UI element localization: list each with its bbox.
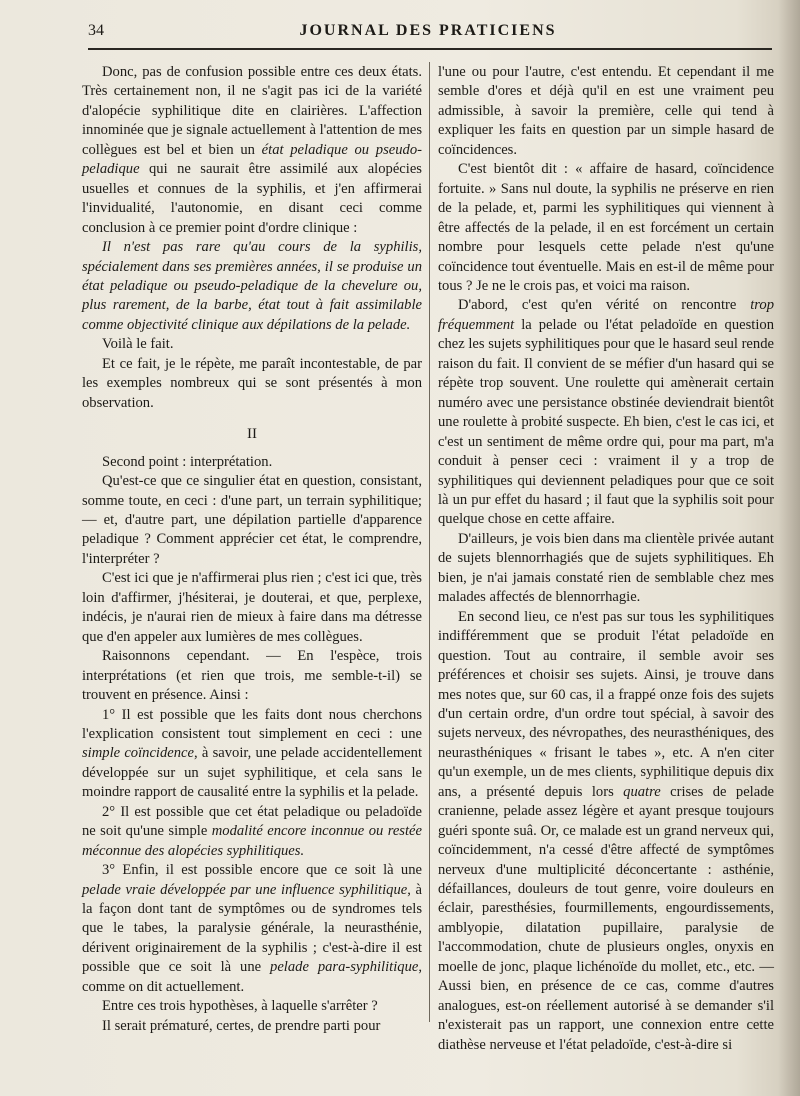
paragraph: Et ce fait, je le répète, me paraît incontestable, de par les exemples nombreux qui se sont présentés à mon observation. [82,355,422,411]
paragraph: Donc, pas de confusion possible entre ces deux états. Très certainement non, il ne s'agit pas ici de la variété d'alopécie syphilitique dite en clairières. L'affection innominée que je signale actuellement à l'attention de mes collègues est bel et bien un état peladique ou pseudo-peladique qui ne saurait être assimilé aux alopécies usuelles et connues de la syphilis, et j'en affirmerai l'invidualité, l'autonomie, en disant ceci comme conclusion à ce premier point d'ordre clinique : [82,64,422,236]
paragraph: En second lieu, ce n'est pas sur tous les syphilitiques indifféremment que se produit l'état peladoïde en question. Tout au contraire, il semble avoir ses préférences et choisir ses sujets. Ainsi, je trouve dans mes notes que, sur 60 cas, il a frappé onze fois des sujets d'un certain ordre, d'un ordre tout spécial, à savoir des sujets nerveux, des névropathes, des neurasthéniques, des neurasthéniques « frisant le tabes », etc. A n'en citer qu'un exemple, un de mes clients, syphilitique depuis dix ans, a présenté depuis lors quatre crises de pelade cranienne, pelade assez légère et ayant presque toujours guéri sponte suâ. Or, ce malade est un grand nerveux qui, coïncidemment, n'a cessé d'être affecté de symptômes nerveux d'une multiplicité déconcertante : asthénie, défaillances, douleurs de tout genre, voire douleurs en éclair, paresthésies, fourmillements, engourdissements, amblyopie, dilatation pupillaire, paralysie de l'accommodation, chute de plusieurs ongles, onyxis en moelle de jonc, plaque lichénoïde du mollet, etc., etc. — Aussi bien, en présence de ce cas, comme d'autres analogues, est-on réellement autorisé à se demander s'il n'existerait pas un rapport, une connexion entre cette diathèse nerveuse et l'état peladoïde, c'est-à-dire si [438,608,774,1053]
page-number: 34 [88,22,104,39]
hypothesis-1: 1° Il est possible que les faits dont nous cherchons l'explication consistent tout simplement en ceci : une simple coïncidence, à savoir, une pelade accidentellement développée sur un sujet syphilitique, et cela sans le moindre rapport de causalité entre la syphilis et la pelade. [82,706,422,801]
paragraph: C'est ici que je n'affirmerai plus rien ; c'est ici que, très loin d'affirmer, j'hésiterai, je douterai, et que, perplexe, indécis, je n'aurai rien de mieux à faire dans ma détresse que d'en appeler aux lumières de mes collègues. [82,570,422,645]
paragraph: D'abord, c'est qu'en vérité on rencontre trop fréquemment la pelade ou l'état peladoïde en question chez les sujets syphilitiques pour que le hasard seul rende raison du fait. Il convient de se méfier d'un hasard qui se répète trop souvent. Une roulette qui amènerait certain numéro avec une persistance obstinée deviendrait bientôt une roulette à probité suspecte. Eh bien, c'est le cas ici, et c'est un sentiment de même ordre qui, pour ma part, m'a conduit à penser ceci : vraiment il y a trop de syphilitiques qui deviennent peladiques pour que ce soit là un pur effet du hasard ; il faut que la syphilis soit pour quelque chose en cette affaire. [438,297,774,528]
paragraph: Qu'est-ce que ce singulier état en question, consistant, somme toute, en ceci : d'une part, un terrain syphilitique; — et, d'autre part, une dépilation partielle d'apparence peladique ? Comment apprécier cet état, le comprendre, l'interpréter ? [82,473,422,567]
paragraph: D'ailleurs, je vois bien dans ma clientèle privée autant de sujets blennorrhagiés que de sujets syphilitiques. Eh bien, je n'ai jamais constaté rien de semblable chez mes malades affectés de blennorrhagie. [438,530,774,606]
section-heading: II [247,426,257,443]
paragraph: Second point : interprétation. [102,453,273,470]
paragraph-conclusion: Il n'est pas rare qu'au cours de la syphilis, spécialement dans ses premières années, il se produise un état peladique ou pseudo-peladique de la chevelure ou, plus rarement, de la barbe, état tout à fait assimilable comme objectivité clinique aux dépilations de la pelade. [82,239,422,333]
paragraph: Raisonnons cependant. — En l'espèce, trois interprétations (et rien que trois, me semble-t-il) se trouvent en présence. Ainsi : [82,648,422,704]
page-header [88,22,768,42]
hypothesis-2: 2° Il est possible que cet état peladique ou peladoïde ne soit qu'une simple modalité encore inconnue ou restée méconnue des alopécies syphilitiques. [82,803,423,859]
paragraph: Il serait prématuré, certes, de prendre parti pour [102,1017,381,1034]
header-rule [88,48,772,50]
paragraph: Entre ces trois hypothèses, à laquelle s'arrêter ? [102,998,378,1015]
paragraph: C'est bientôt dit : « affaire de hasard, coïncidence fortuite. » Sans nul doute, la syphilis ne préserve en rien de la pelade, et, parmi les syphilitiques qui viennent à être affectés de la pelade, il en est forcément un certain nombre pour lesquels cette pelade n'est qu'une coïncidence tout éventuelle. Mais en est-il de même pour tous ? Je ne le crois pas, et voici ma raison. [438,161,774,294]
left-column [82,63,422,1036]
right-column [438,63,774,1055]
running-title: JOURNAL DES PRATICIENS [299,22,557,39]
hypothesis-3: 3° Enfin, il est possible encore que ce soit là une pelade vraie développée par une influence syphilitique, à la façon dont tant de symptômes ou de syndromes tels que le tabes, la paralysie générale, la neurasthénie, dérivent originairement de la syphilis ; c'est-à-dire il est possible que ce soit là une pelade para-syphilitique, comme on dit actuellement. [82,862,423,995]
paragraph: Voilà le fait. [102,336,174,353]
column-divider [429,62,430,1022]
paragraph: l'une ou pour l'autre, c'est entendu. Et cependant il me semble d'ores et déjà qu'il en est une vraiment peu admissible, à savoir la première, celle qui tend à expliquer les faits en question par un simple hasard de coïncidences. [438,64,774,158]
page-fold-shadow [778,0,800,1096]
